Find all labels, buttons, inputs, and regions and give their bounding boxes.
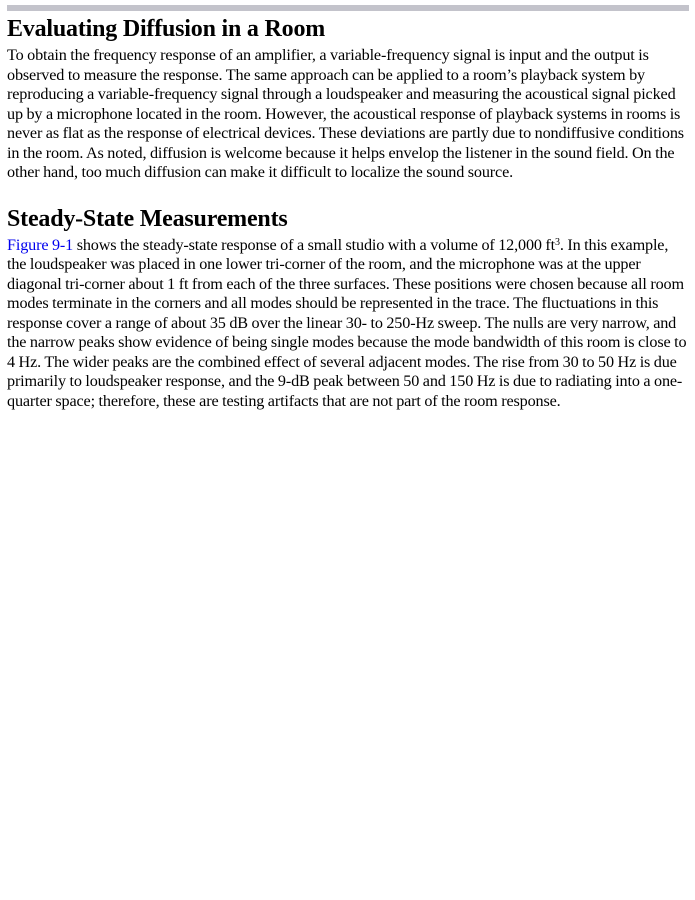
section-heading-steady-state: Steady-State Measurements [7,205,288,232]
cubic-superscript: 3 [555,236,560,248]
paragraph-text-part-2: . In this example, the loudspeaker was placed in one lower tri-corner of the room, and the microphone was at the upper diagonal tri-corner about 1 ft from each of the three surfaces. These positions were chosen because all room modes terminate in the corners and all modes should be represented in the trace. The fluctuations in this response cover a range of about 35 dB over the linear 30- to 250-Hz sweep. The nulls are very narrow, and the narrow peaks show evidence of being single modes because the mode bandwidth of this room is close to 4 Hz. The wider peaks are the combined effect of several adjacent modes. The rise from 30 to 50 Hz is due primarily to loudspeaker response, and the 9-dB peak between 50 and 150 Hz is due to radiating into a one-quarter space; therefore, these are testing artifacts that are not part of the room response. [7,235,687,410]
figure-9-1-link[interactable]: Figure 9-1 [7,235,74,254]
section-paragraph-evaluating-diffusion: To obtain the frequency response of an amplifier, a variable-frequency signal is input and the output is observed to measure the response. The same approach can be applied to a room’s playback system by reproducing a variable-frequency signal through a loudspeaker and measuring the acoustical signal picked up by a microphone located in the room. However, the acoustical response of playback systems in rooms is never as flat as the response of electrical devices. These deviations are partly due to nondiffusive conditions in the room. As noted, diffusion is welcome because it helps envelop the listener in the sound field. On the other hand, too much diffusion can make it difficult to localize the sound source. [7,46,684,181]
document-body [7,15,691,411]
paragraph-text-part-1: shows the steady-state response of a small studio with a volume of 12,000 ft [73,235,556,254]
section-paragraph-steady-state [7,236,691,412]
section-heading-evaluating-diffusion: Evaluating Diffusion in a Room [7,16,326,42]
top-divider-bar [7,5,689,11]
